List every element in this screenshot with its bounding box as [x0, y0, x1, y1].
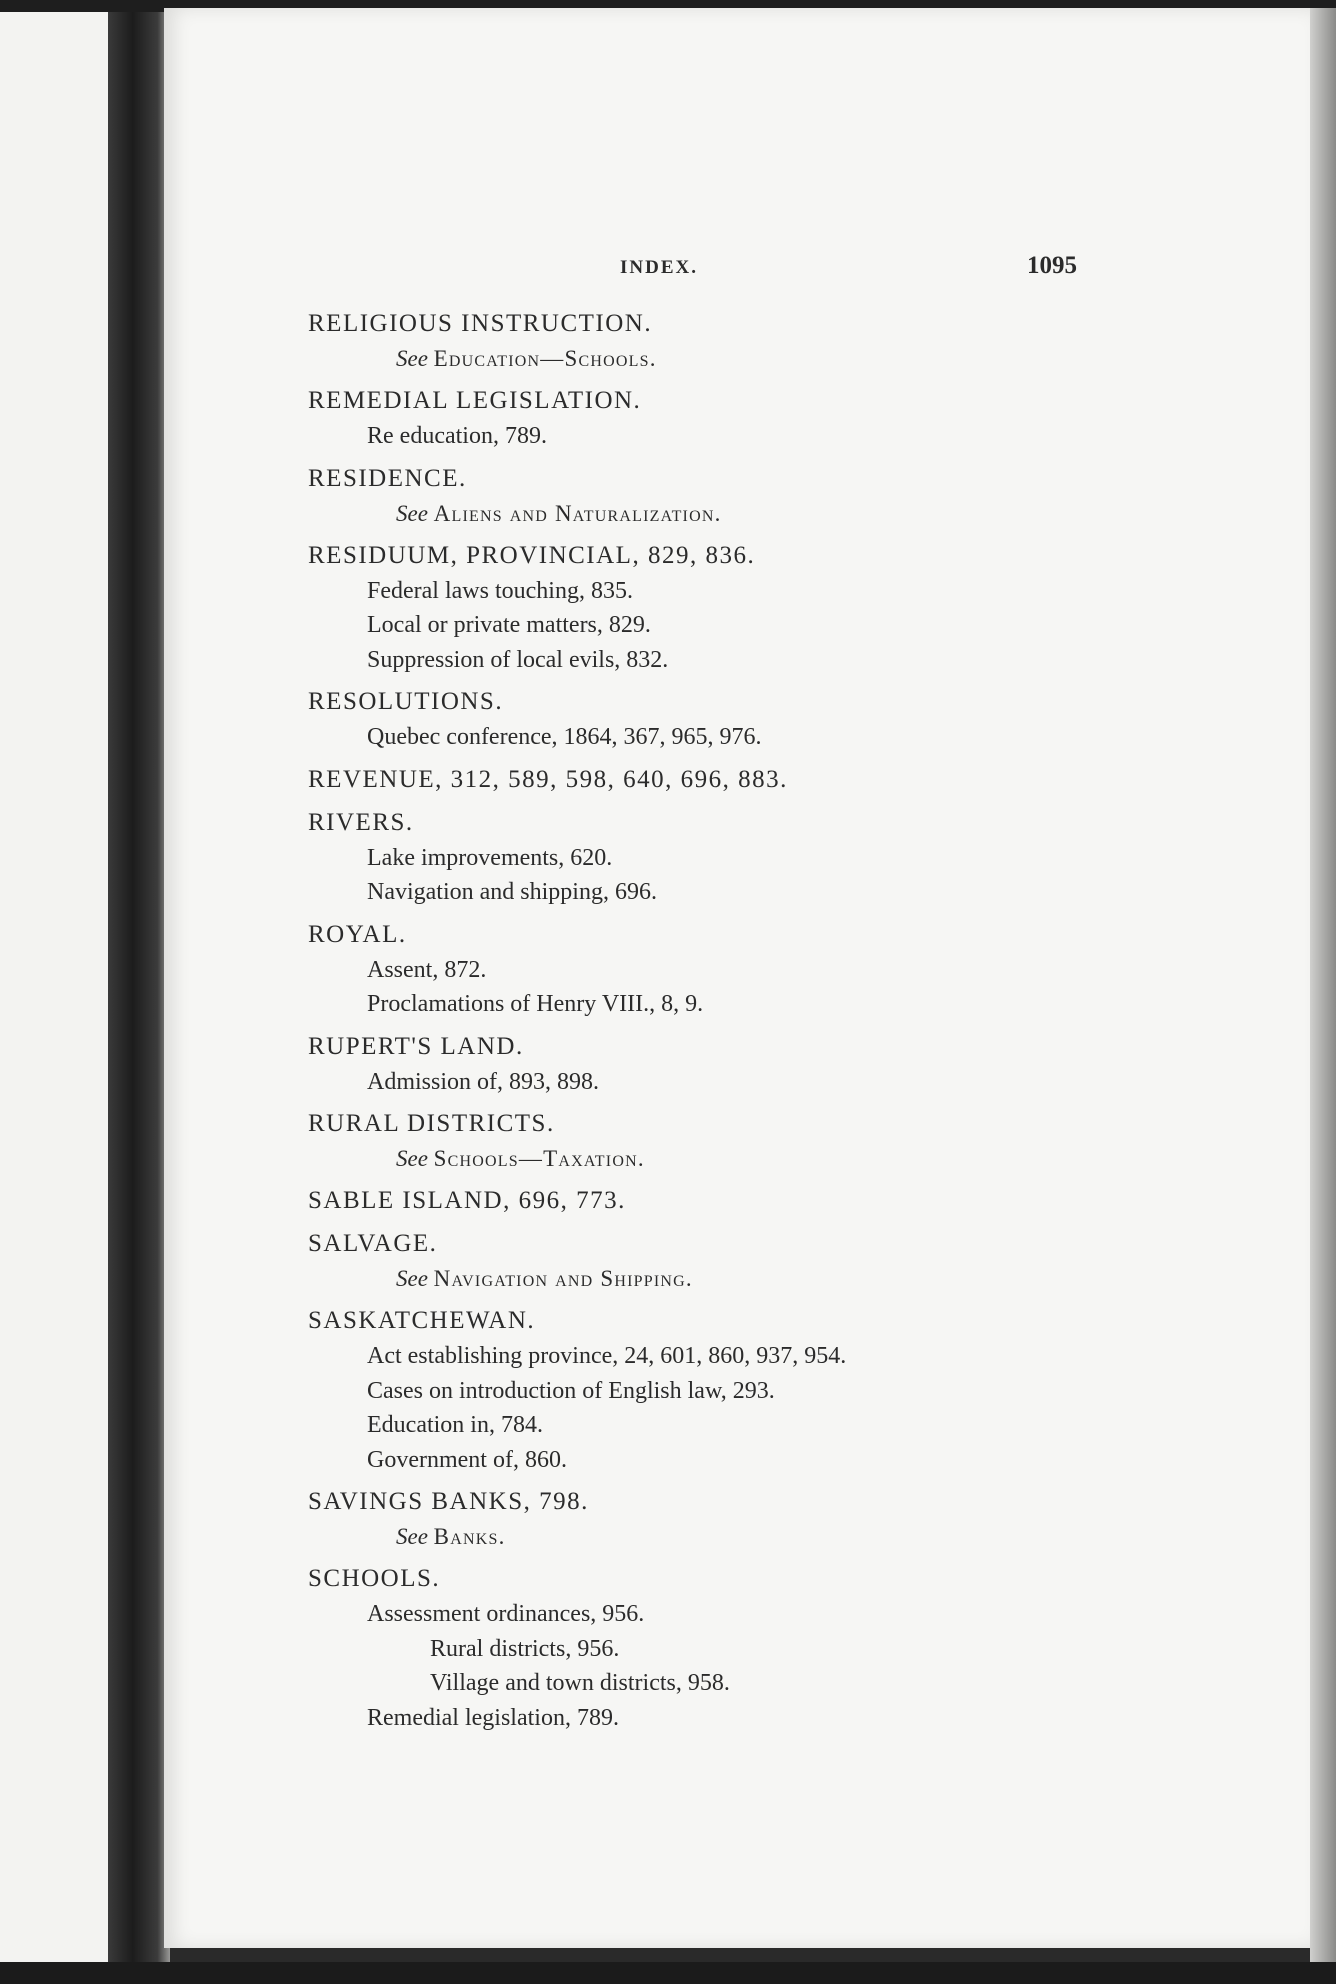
sub-entry: Assent, 872.	[367, 956, 487, 983]
sub-entry: Federal laws touching, 835.	[367, 577, 633, 604]
see-word: See	[396, 1146, 428, 1171]
sub-entry: Quebec conference, 1864, 367, 965, 976.	[367, 724, 762, 750]
see-target: Aliens and Naturalization.	[433, 500, 722, 526]
index-entry	[308, 461, 1108, 531]
sub-entry: Admission of, 893, 898.	[367, 1068, 600, 1095]
entry-heading: RIVERS.	[308, 808, 414, 836]
sub-entry: Navigation and shipping, 696.	[367, 879, 657, 905]
facing-page-edge	[0, 12, 112, 1964]
index-entry	[308, 684, 1108, 755]
sub-entry: Lake improvements, 620.	[367, 844, 613, 871]
entry-heading: SABLE ISLAND, 696, 773.	[308, 1187, 626, 1214]
sub-entry: Re education, 789.	[367, 423, 547, 449]
sub-entry: Education in, 784.	[367, 1412, 543, 1438]
sub-entry: Proclamations of Henry VIII., 8, 9.	[367, 991, 704, 1017]
sub-sub-entry: Rural districts, 956.	[430, 1635, 620, 1662]
index-entry	[308, 1106, 1108, 1176]
entry-heading: REMEDIAL LEGISLATION.	[308, 387, 642, 414]
index-entry	[308, 917, 1108, 1022]
see-word: See	[396, 500, 428, 526]
entry-heading: REVENUE, 312, 589, 598, 640, 696, 883.	[308, 765, 788, 793]
bottom-scan-border	[0, 1962, 1336, 1984]
book-spine-gutter	[108, 12, 170, 1964]
sub-entry: Act establishing province, 24, 601, 860, 937, 954.	[367, 1343, 847, 1369]
entry-heading: RESIDENCE.	[308, 464, 467, 492]
entry-heading: RESIDUUM, PROVINCIAL, 829, 836.	[308, 541, 756, 569]
sub-entry: Cases on introduction of English law, 293.	[367, 1377, 775, 1404]
index-entry	[308, 1183, 1108, 1219]
index-entry	[308, 306, 1108, 376]
index-entry	[308, 1226, 1108, 1296]
entry-heading: ROYAL.	[308, 920, 407, 948]
sub-entry: Assessment ordinances, 956.	[367, 1601, 645, 1627]
index-entry	[308, 1484, 1108, 1554]
index-entry	[308, 1303, 1108, 1477]
see-target: Schools—Taxation.	[433, 1146, 645, 1171]
entry-heading: RESOLUTIONS.	[308, 688, 504, 715]
entry-heading: RELIGIOUS INSTRUCTION.	[308, 310, 653, 337]
see-target: Banks.	[433, 1524, 506, 1549]
entry-heading: SASKATCHEWAN.	[308, 1307, 536, 1334]
page-number: 1095	[1027, 252, 1077, 279]
index-entry	[308, 1029, 1108, 1100]
sub-entry: Remedial legislation, 789.	[367, 1704, 619, 1731]
see-reference	[308, 1520, 1108, 1554]
see-word: See	[396, 346, 428, 371]
index-entry	[308, 1561, 1108, 1735]
index-entry	[308, 762, 1108, 798]
see-word: See	[396, 1524, 428, 1549]
see-target: Navigation and Shipping.	[433, 1266, 693, 1291]
see-word: See	[396, 1266, 428, 1291]
see-reference	[308, 342, 1108, 376]
index-list	[308, 306, 1108, 1742]
entry-heading: SALVAGE.	[308, 1230, 438, 1257]
index-entry	[308, 538, 1108, 678]
see-reference	[308, 1262, 1108, 1296]
sub-entry: Suppression of local evils, 832.	[367, 646, 669, 673]
running-head: INDEX.	[620, 257, 698, 278]
entry-heading: SAVINGS BANKS, 798.	[308, 1488, 589, 1515]
index-entry	[308, 805, 1108, 910]
sub-sub-entry: Village and town districts, 958.	[430, 1670, 730, 1696]
entry-heading: RURAL DISTRICTS.	[308, 1110, 555, 1137]
entry-heading: SCHOOLS.	[308, 1565, 441, 1592]
see-reference	[308, 497, 1108, 531]
sub-entry: Government of, 860.	[367, 1446, 567, 1473]
entry-heading: RUPERT'S LAND.	[308, 1032, 524, 1060]
sub-entry: Local or private matters, 829.	[367, 612, 651, 638]
index-entry	[308, 383, 1108, 454]
see-reference	[308, 1142, 1108, 1176]
page-edge-right	[1310, 8, 1336, 1968]
see-target: Education—Schools.	[433, 346, 657, 371]
